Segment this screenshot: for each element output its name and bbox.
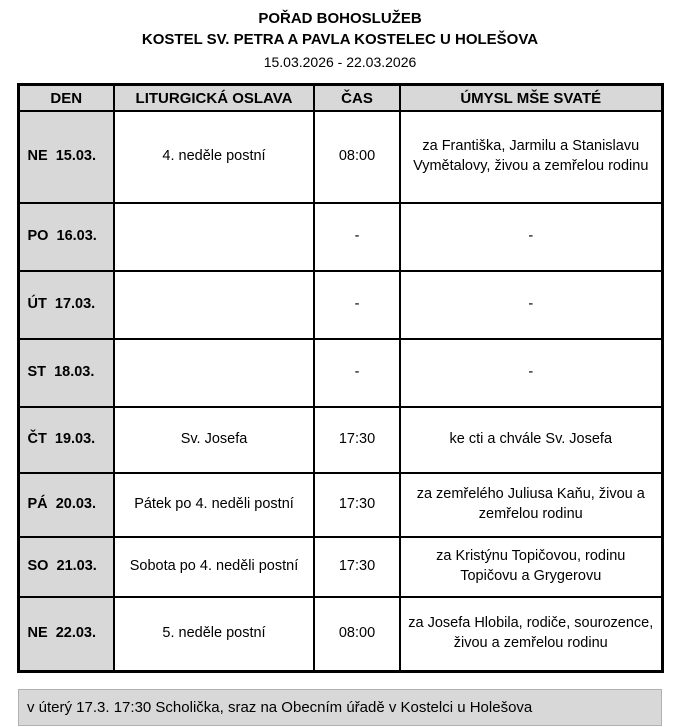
table-row bbox=[18, 537, 662, 597]
celebration-cell bbox=[114, 203, 314, 271]
date-range: 15.03.2026 - 22.03.2026 bbox=[263, 53, 417, 70]
column-header-liturgicka-oslava: LITURGICKÁ OSLAVA bbox=[114, 85, 314, 112]
column-header-umysl: ÚMYSL MŠE SVATÉ bbox=[400, 85, 662, 112]
intention-cell: za zemřelého Juliusa Kaňu, živou a zemřelou rodinu bbox=[400, 473, 662, 537]
celebration-cell: Sobota po 4. neděli postní bbox=[114, 537, 314, 597]
table-row bbox=[18, 597, 662, 671]
service-schedule-table bbox=[17, 83, 664, 673]
celebration-cell bbox=[114, 339, 314, 407]
day-cell: ST 18.03. bbox=[18, 339, 114, 407]
intention-cell: za Kristýnu Topičovou, rodinu Topičovu a Grygerovu bbox=[400, 537, 662, 597]
column-header-cas: ČAS bbox=[314, 85, 400, 112]
intention-cell: - bbox=[400, 271, 662, 339]
page-title: POŘAD BOHOSLUŽEB bbox=[258, 10, 422, 27]
column-header-den: DEN bbox=[18, 85, 114, 112]
day-cell: SO 21.03. bbox=[18, 537, 114, 597]
table-row bbox=[18, 111, 662, 203]
intention-cell: - bbox=[400, 203, 662, 271]
table-body bbox=[18, 111, 662, 671]
day-cell: NE 22.03. bbox=[18, 597, 114, 671]
time-cell: 08:00 bbox=[314, 597, 400, 671]
celebration-cell bbox=[114, 271, 314, 339]
celebration-cell: 4. neděle postní bbox=[114, 111, 314, 203]
day-cell: PÁ 20.03. bbox=[18, 473, 114, 537]
intention-cell: ke cti a chvále Sv. Josefa bbox=[400, 407, 662, 473]
intention-cell: - bbox=[400, 339, 662, 407]
time-cell: 17:30 bbox=[314, 407, 400, 473]
time-cell: 08:00 bbox=[314, 111, 400, 203]
table-header bbox=[18, 85, 662, 112]
header-row bbox=[18, 85, 662, 112]
table-row bbox=[18, 339, 662, 407]
document-header bbox=[0, 10, 680, 71]
day-cell: ČT 19.03. bbox=[18, 407, 114, 473]
celebration-cell: Pátek po 4. neděli postní bbox=[114, 473, 314, 537]
day-cell: ÚT 17.03. bbox=[18, 271, 114, 339]
celebration-cell: Sv. Josefa bbox=[114, 407, 314, 473]
footer-note: v úterý 17.3. 17:30 Scholička, sraz na Obecním úřadě v Kostelci u Holešova bbox=[18, 689, 662, 726]
time-cell: - bbox=[314, 271, 400, 339]
celebration-cell: 5. neděle postní bbox=[114, 597, 314, 671]
day-cell: PO 16.03. bbox=[18, 203, 114, 271]
time-cell: 17:30 bbox=[314, 537, 400, 597]
intention-cell: za Františka, Jarmilu a Stanislavu Vymětalovy, živou a zemřelou rodinu bbox=[400, 111, 662, 203]
table-row bbox=[18, 473, 662, 537]
church-name: KOSTEL SV. PETRA A PAVLA KOSTELEC U HOLEŠOVA bbox=[141, 30, 539, 48]
intention-cell: za Josefa Hlobila, rodiče, sourozence, živou a zemřelou rodinu bbox=[400, 597, 662, 671]
time-cell: - bbox=[314, 339, 400, 407]
day-cell: NE 15.03. bbox=[18, 111, 114, 203]
table-row bbox=[18, 407, 662, 473]
table-row bbox=[18, 203, 662, 271]
time-cell: 17:30 bbox=[314, 473, 400, 537]
table-row bbox=[18, 271, 662, 339]
time-cell: - bbox=[314, 203, 400, 271]
